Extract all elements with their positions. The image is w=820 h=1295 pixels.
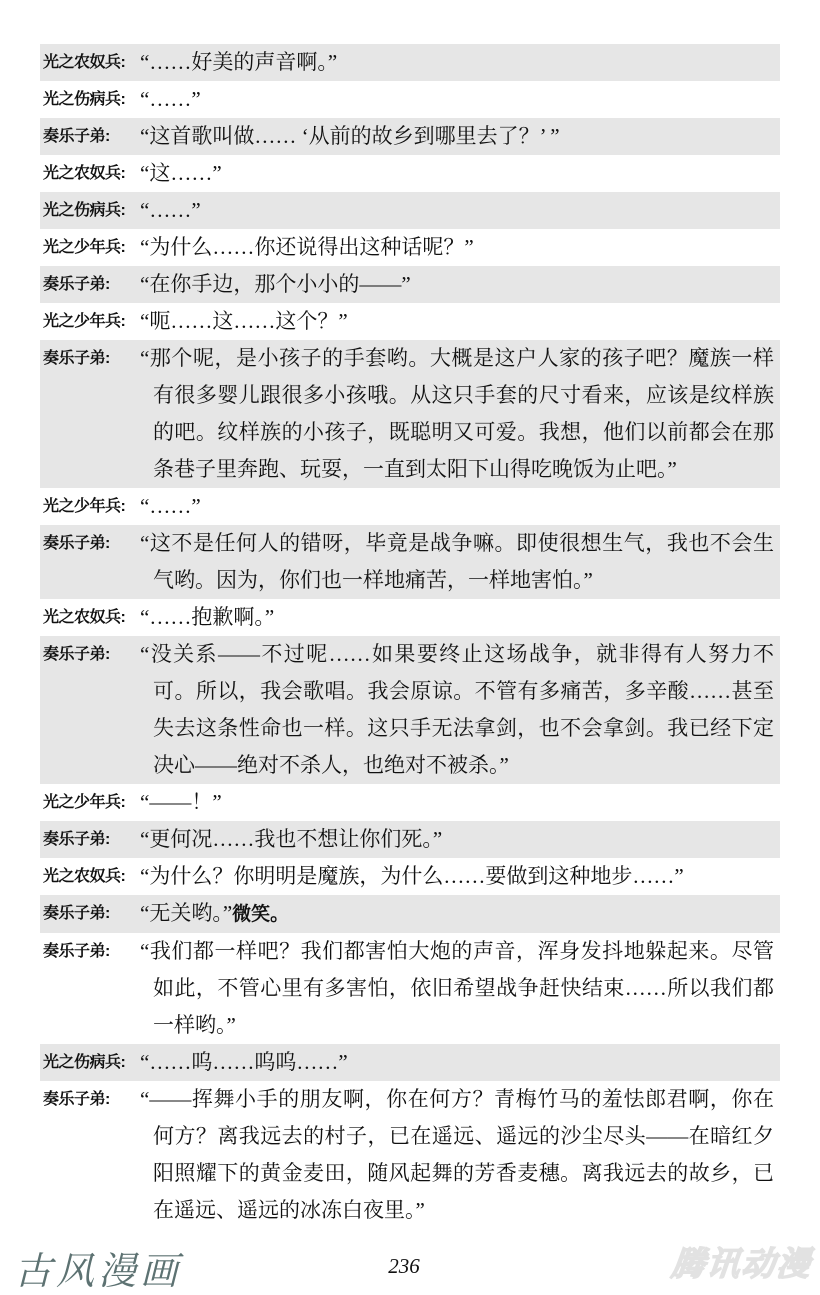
dialogue-quote: “这不是任何人的错呀，毕竟是战争嘛。即使很想生气，我也不会生气哟。因为，你们也一样地痛苦，一样地害怕。”	[140, 531, 774, 592]
dialogue-quote: “无关哟。”	[140, 901, 233, 925]
dialogue-quote: “我们都一样吧？我们都害怕大炮的声音，浑身发抖地躲起来。尽管如此，不管心里有多害怕，依旧希望战争赶快结束……所以我们都一样哟。”	[140, 939, 774, 1037]
dialogue-row	[40, 525, 780, 599]
speaker-label: 奏乐子弟:	[43, 1091, 110, 1108]
dialogue-text	[140, 895, 780, 933]
speaker-label: 光之农奴兵:	[43, 54, 126, 71]
dialogue-quote: “呃……这……这个？”	[140, 309, 348, 333]
dialogue-quote: “……好美的声音啊。”	[140, 50, 338, 74]
dialogue-quote: “没关系——不过呢……如果要终止这场战争，就非得有人努力不可。所以，我会歌唱。我会原谅。不管有多痛苦，多辛酸……甚至失去这条性命也一样。这只手无法拿剑，也不会拿剑。我已经下定决心——绝对不杀人，也绝对不被杀。”	[140, 642, 774, 777]
dialogue-row	[40, 599, 780, 636]
dialogue-text	[140, 192, 780, 229]
speaker-label: 奏乐子弟:	[43, 831, 110, 848]
dialogue-row	[40, 44, 780, 81]
dialogue-quote: “——挥舞小手的朋友啊，你在何方？青梅竹马的羞怯郎君啊，你在何方？离我远去的村子，已在遥远、遥远的沙尘尽头——在暗红夕阳照耀下的黄金麦田，随风起舞的芳香麦穗。离我远去的故乡，已在遥远、遥远的冰冻白夜里。”	[140, 1087, 774, 1222]
dialogue-row	[40, 118, 780, 155]
speaker-label: 光之少年兵:	[43, 239, 126, 256]
dialogue-quote: “……”	[140, 494, 201, 518]
dialogue-text	[140, 229, 780, 266]
speaker-label: 光之少年兵:	[43, 794, 126, 811]
speaker-label: 光之少年兵:	[43, 313, 126, 330]
dialogue-row	[40, 488, 780, 525]
dialogue-list	[40, 44, 780, 1229]
dialogue-quote: “为什么……你还说得出这种话呢？”	[140, 235, 474, 259]
dialogue-quote: “这……”	[140, 161, 222, 185]
speaker-label: 光之农奴兵:	[43, 165, 126, 182]
dialogue-text	[140, 266, 780, 303]
dialogue-text	[140, 1081, 780, 1229]
dialogue-row	[40, 81, 780, 118]
speaker-label: 奏乐子弟:	[43, 905, 110, 922]
dialogue-text	[140, 488, 780, 525]
speaker-label: 奏乐子弟:	[43, 128, 110, 145]
dialogue-row	[40, 858, 780, 895]
speaker-label: 光之伤病兵:	[43, 202, 126, 219]
dialogue-text	[140, 933, 780, 1044]
dialogue-text	[140, 44, 780, 81]
dialogue-row	[40, 636, 780, 784]
dialogue-quote: “——！”	[140, 790, 222, 814]
dialogue-text	[140, 784, 780, 821]
dialogue-row	[40, 155, 780, 192]
speaker-label: 光之农奴兵:	[43, 609, 126, 626]
dialogue-text	[140, 340, 780, 488]
dialogue-row	[40, 821, 780, 858]
dialogue-quote: “这首歌叫做…… ‘从前的故乡到哪里去了？’ ”	[140, 124, 560, 148]
speaker-label: 光之伤病兵:	[43, 1054, 126, 1071]
dialogue-row	[40, 784, 780, 821]
dialogue-row	[40, 229, 780, 266]
speaker-label: 奏乐子弟:	[43, 646, 110, 663]
dialogue-quote: “那个呢，是小孩子的手套哟。大概是这户人家的孩子吧？魔族一样有很多婴儿跟很多小孩哦。从这只手套的尺寸看来，应该是纹样族的吧。纹样族的小孩子，既聪明又可爱。我想，他们以前都会在那条巷子里奔跑、玩耍，一直到太阳下山得吃晚饭为止吧。”	[140, 346, 774, 481]
dialogue-quote: “更何况……我也不想让你们死。”	[140, 827, 443, 851]
dialogue-row	[40, 192, 780, 229]
dialogue-row	[40, 303, 780, 340]
dialogue-quote: “为什么？你明明是魔族，为什么……要做到这种地步……”	[140, 864, 684, 888]
dialogue-text	[140, 1044, 780, 1081]
speaker-label: 光之伤病兵:	[43, 91, 126, 108]
dialogue-text	[140, 636, 780, 784]
dialogue-text	[140, 599, 780, 636]
dialogue-quote: “……”	[140, 87, 201, 111]
speaker-label: 光之少年兵:	[43, 498, 126, 515]
dialogue-text	[140, 821, 780, 858]
stage-direction: 微笑。	[232, 904, 290, 925]
dialogue-quote: “……抱歉啊。”	[140, 605, 275, 629]
dialogue-text	[140, 303, 780, 340]
speaker-label: 奏乐子弟:	[43, 535, 110, 552]
speaker-label: 奏乐子弟:	[43, 943, 110, 960]
publisher-logo: 古风漫画	[14, 1249, 183, 1293]
dialogue-row	[40, 340, 780, 488]
speaker-label: 光之农奴兵:	[43, 868, 126, 885]
dialogue-text	[140, 155, 780, 192]
dialogue-quote: “……呜……呜呜……”	[140, 1050, 348, 1074]
dialogue-quote: “……”	[140, 198, 201, 222]
dialogue-row	[40, 1081, 780, 1229]
dialogue-row	[40, 895, 780, 933]
dialogue-text	[140, 858, 780, 895]
tencent-comics-watermark: 腾讯动漫	[669, 1244, 814, 1283]
speaker-label: 奏乐子弟:	[43, 350, 110, 367]
page-footer	[0, 1238, 820, 1291]
speaker-label: 奏乐子弟:	[43, 276, 110, 293]
dialogue-text	[140, 81, 780, 118]
dialogue-row	[40, 1044, 780, 1081]
dialogue-text	[140, 525, 780, 599]
dialogue-row	[40, 933, 780, 1044]
page-number: 236	[388, 1254, 420, 1278]
dialogue-text	[140, 118, 780, 155]
dialogue-row	[40, 266, 780, 303]
dialogue-quote: “在你手边，那个小小的——”	[140, 272, 411, 296]
